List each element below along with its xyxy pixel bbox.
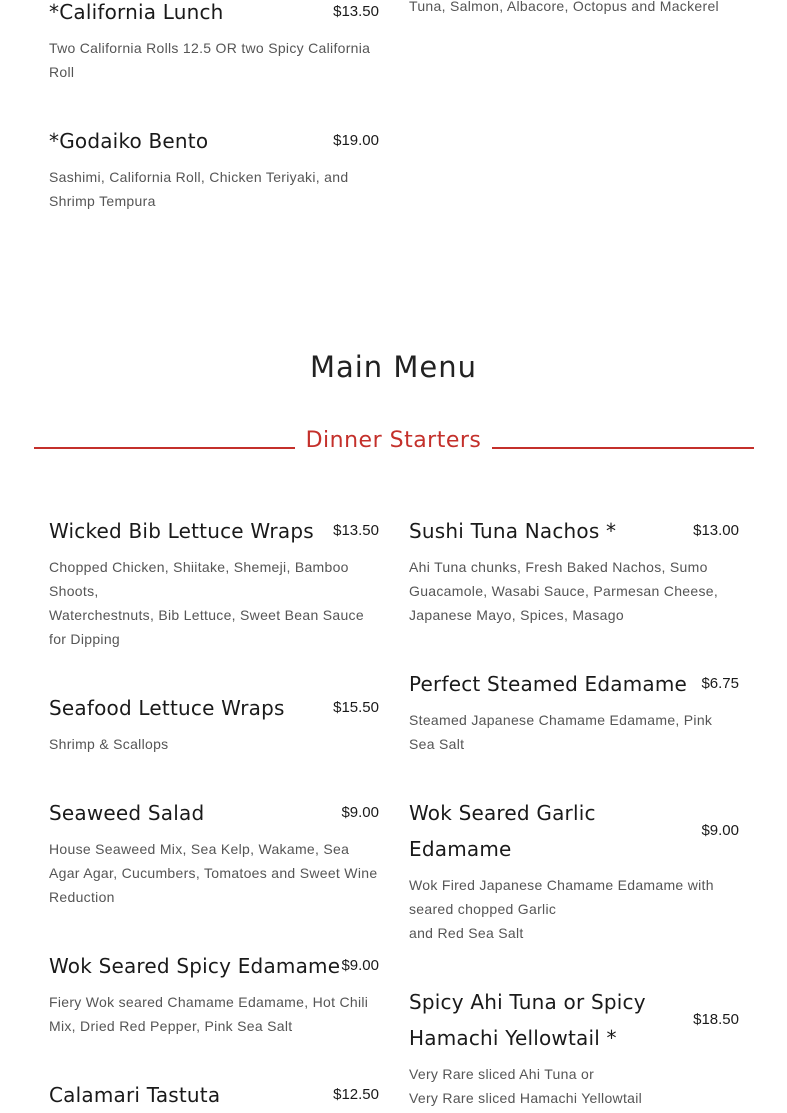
- item-name: Spicy Ahi Tuna or Spicy Hamachi Yellowtail *: [409, 990, 646, 1050]
- item-name: Calamari Tastuta: [49, 1083, 221, 1107]
- page-title: Main Menu: [309, 350, 478, 384]
- item-name: *Godaiko Bento: [49, 129, 209, 153]
- item-description: Two California Rolls 12.5 OR two Spicy California Roll: [49, 40, 371, 80]
- item-price: $18.50: [693, 1011, 739, 1028]
- item-name: *California Lunch: [49, 0, 224, 24]
- item-price: $15.50: [333, 699, 379, 716]
- menu-item: [49, 690, 379, 756]
- item-name: Seaweed Salad: [49, 801, 205, 825]
- menu-item: [409, 984, 739, 1110]
- previous-item-description: Tuna, Salmon, Albacore, Octopus and Mackerel: [409, 0, 719, 14]
- item-name: Seafood Lettuce Wraps: [49, 696, 285, 720]
- menu-item: [49, 123, 379, 213]
- item-price: $19.00: [333, 132, 379, 149]
- item-name: Sushi Tuna Nachos *: [409, 519, 617, 543]
- item-description: Very Rare sliced Ahi Tuna or Very Rare sliced Hamachi Yellowtail: [409, 1066, 643, 1106]
- item-name: Perfect Steamed Edamame: [409, 672, 688, 696]
- item-description: Wok Fired Japanese Chamame Edamame with seared chopped Garlic and Red Sea Salt: [409, 877, 714, 941]
- item-price: $6.75: [701, 675, 739, 692]
- item-name: Wok Seared Garlic Edamame: [409, 801, 596, 861]
- item-description: Steamed Japanese Chamame Edamame, Pink Sea Salt: [409, 712, 713, 752]
- menu-item: [49, 948, 379, 1038]
- item-description: House Seaweed Mix, Sea Kelp, Wakame, Sea Agar Agar, Cucumbers, Tomatoes and Sweet Wine Reduction: [49, 841, 378, 905]
- item-name: Wok Seared Spicy Edamame: [49, 954, 341, 978]
- item-price: $9.00: [701, 822, 739, 839]
- item-description: Ahi Tuna chunks, Fresh Baked Nachos, Sumo Guacamole, Wasabi Sauce, Parmesan Cheese, Japanese Mayo, Spices, Masago: [409, 559, 719, 623]
- item-price: $13.50: [333, 522, 379, 539]
- item-description: Chopped Chicken, Shiitake, Shemeji, Bamboo Shoots, Waterchestnuts, Bib Lettuce, Sweet Bean Sauce for Dipping: [49, 559, 364, 647]
- menu-item: [49, 0, 379, 84]
- item-price: $12.50: [333, 1086, 379, 1103]
- menu-item: [409, 666, 739, 756]
- item-price: $9.00: [341, 804, 379, 821]
- item-description: Shrimp & Scallops: [49, 736, 169, 752]
- item-description: Sashimi, California Roll, Chicken Teriyaki, and Shrimp Tempura: [49, 169, 349, 209]
- item-price: $9.00: [341, 957, 379, 974]
- item-description: Fiery Wok seared Chamame Edamame, Hot Chili Mix, Dried Red Pepper, Pink Sea Salt: [49, 994, 369, 1034]
- item-name: Wicked Bib Lettuce Wraps: [49, 519, 314, 543]
- menu-item: [49, 795, 379, 909]
- menu-item: [49, 1077, 379, 1113]
- menu-item: [409, 795, 739, 945]
- item-price: $13.00: [693, 522, 739, 539]
- item-price: $13.50: [333, 3, 379, 20]
- menu-item: [49, 513, 379, 651]
- section-heading: Dinner Starters: [305, 428, 482, 453]
- menu-item: [409, 513, 739, 627]
